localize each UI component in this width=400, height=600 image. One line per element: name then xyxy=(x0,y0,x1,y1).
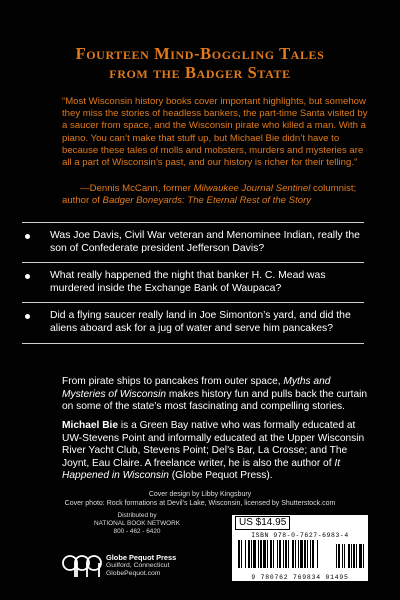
distributor-info xyxy=(82,512,192,536)
headline-line-1: Fourteen Mind-Boggling Tales xyxy=(75,44,325,63)
bio-text: is a Green Bay native who was formally educated at UW-Stevens Point and informally educated at the Upper Wisconsin River Yacht Club, Stevens Point; Del’s Bar, La Crosse; and The Joynt, Eau Claire. A freelance writer, he is also the author of xyxy=(62,420,365,469)
book-description xyxy=(62,376,370,414)
description-book-title: Myths and Mysteries of Wisconsin xyxy=(62,376,331,400)
addon-digits: 01495 xyxy=(325,574,349,581)
publisher-web: GlobePequot.com xyxy=(106,570,161,578)
barcode-icon xyxy=(232,540,368,570)
description-after: makes history fun and pulls back the curtain on some of the state’s most fascinating and compelling stories. xyxy=(62,388,368,413)
publisher-name: Globe Pequot Press xyxy=(106,553,177,562)
question-item xyxy=(22,263,364,303)
distributor-name: NATIONAL BOOK NETWORK xyxy=(94,520,180,527)
publisher-city: Guilford, Connecticut xyxy=(106,562,170,570)
bullet-icon xyxy=(25,234,30,239)
headline-line-2: from the Badger State xyxy=(109,63,291,82)
distributor-phone: 800 - 462 - 6420 xyxy=(113,528,161,535)
question-list xyxy=(22,222,364,344)
isbn-label: ISBN 978-0-7627-6983-4 xyxy=(251,532,349,539)
bio-after: (Globe Pequot Press). xyxy=(168,470,273,482)
bio-book-title: It Happened in Wisconsin xyxy=(62,457,341,482)
attribution-prefix: —Dennis McCann, former xyxy=(80,183,194,194)
attribution-middle: columnist; author of xyxy=(62,183,357,207)
publisher-info xyxy=(106,554,176,579)
attribution-publication: Milwaukee Journal Sentinel xyxy=(193,183,311,194)
question-text: Did a flying saucer really land in Joe Simonton’s yard, and did the aliens aboard ask for a jug of water and serve him pancakes? xyxy=(50,310,351,334)
author-bio xyxy=(62,420,370,483)
cover-design-credit: Cover design by Libby Kingsbury xyxy=(148,491,252,498)
blurb-quote: “Most Wisconsin history books cover important highlights, but somehow they miss the stories of headless bankers, the part-time Santa visited by a saucer from space, and the Wisconsin pirate who killed a man. With a piano. You can’t make that stuff up, but Michael Bie didn’t have to because these tales of molls and mobsters, murders and mysteries are all a part of Wisconsin’s past, and our history is richer for their telling.” xyxy=(62,96,368,169)
bullet-icon xyxy=(25,314,30,319)
price-label: US $14.95 xyxy=(235,516,290,530)
barcode-panel xyxy=(232,515,368,581)
bullet-icon xyxy=(25,274,30,279)
gpp-logo-icon xyxy=(62,553,102,579)
question-text: Was Joe Davis, Civil War veteran and Menominee Indian, really the son of Confederate president Jefferson Davis? xyxy=(50,230,360,254)
question-item xyxy=(22,223,364,263)
ean-number xyxy=(234,574,366,581)
cover-credits xyxy=(30,490,370,508)
attribution-book: Badger Boneyards: The Eternal Rest of the Story xyxy=(102,195,312,207)
question-text: What really happened the night that banker H. C. Mead was murdered inside the Exchange Bank of Waupaca? xyxy=(50,270,326,294)
author-name: Michael Bie xyxy=(62,420,119,431)
distributor-label: Distributed by xyxy=(117,512,157,519)
ean-digits: 9 780762 769834 xyxy=(251,574,321,581)
cover-photo-credit: Cover photo: Rock formations at Devil’s Lake, Wisconsin, licensed by Shutterstock.com xyxy=(64,500,336,508)
description-before: From pirate ships to pancakes from outer space, xyxy=(62,376,284,387)
question-item xyxy=(22,303,364,343)
headline xyxy=(0,44,400,82)
blurb-attribution xyxy=(62,183,370,207)
